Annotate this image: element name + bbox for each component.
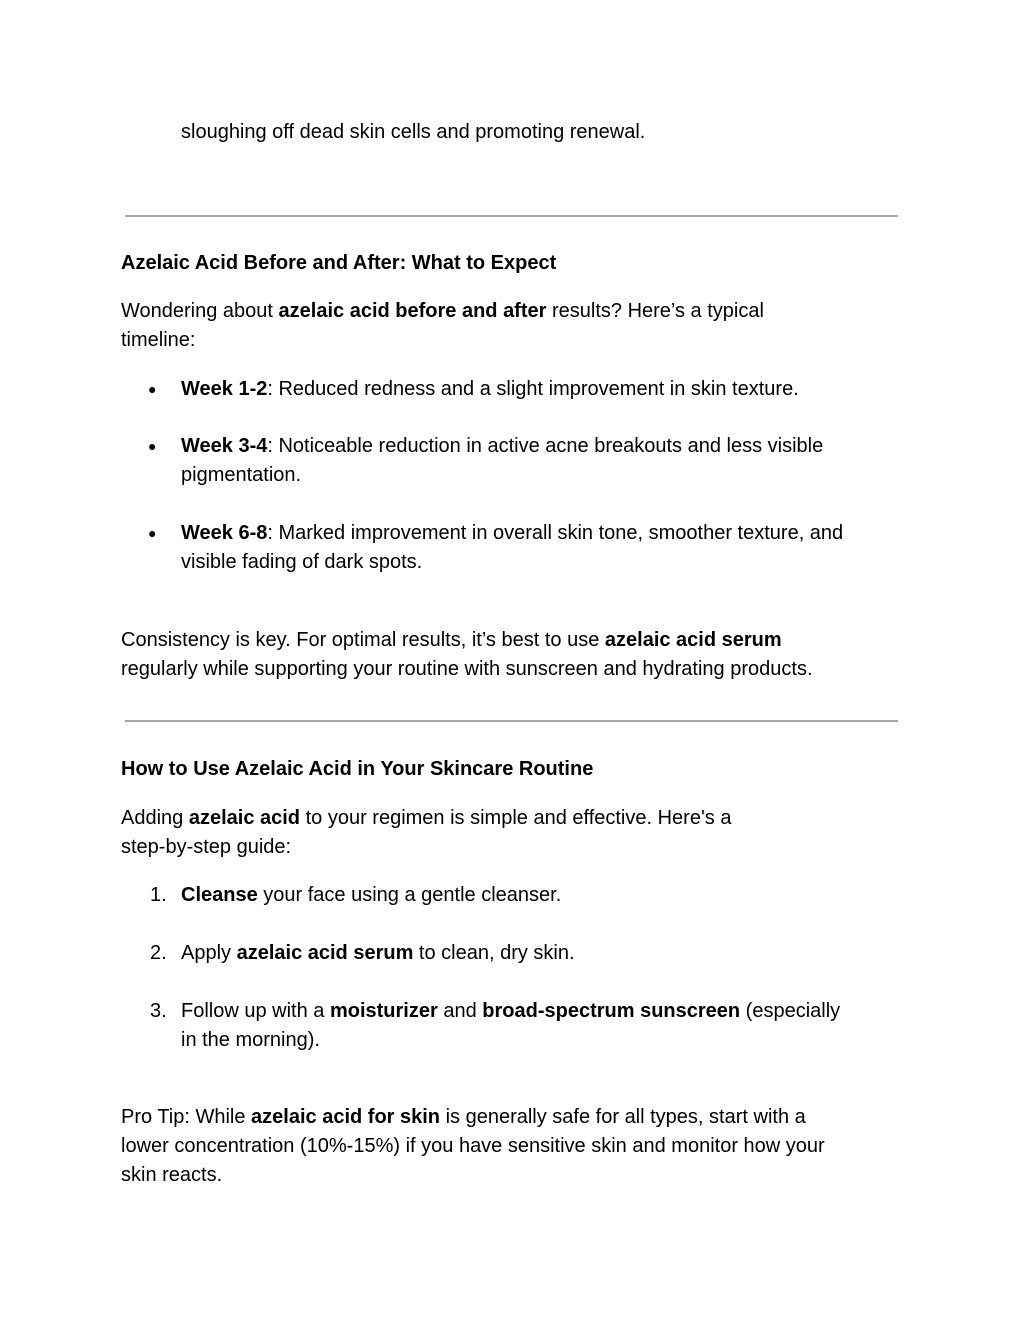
step-pre: Apply <box>181 942 237 964</box>
timeline-item-text: : Noticeable reduction in active acne breakouts and less visible <box>267 435 824 457</box>
step-pre: Follow up with a <box>181 1000 330 1022</box>
bullet-icon: ● <box>148 381 157 397</box>
section2-intro-paragraph <box>121 804 911 862</box>
pro-tip-post: is generally safe for all types, start with a <box>440 1106 806 1128</box>
timeline-item-label: Week 3-4 <box>181 435 268 457</box>
step-item-1 <box>181 881 911 910</box>
step-text: (especially <box>740 1000 841 1022</box>
intro-continuation-text: sloughing off dead skin cells and promoting renewal. <box>181 121 646 143</box>
section1-intro-line2: timeline: <box>121 329 196 351</box>
section1-closing-paragraph <box>121 626 911 684</box>
section1-closing-bold: azelaic acid serum <box>604 629 782 651</box>
bullet-icon: ● <box>148 525 157 541</box>
pro-tip-paragraph <box>121 1103 911 1190</box>
section-heading-how-to-use: How to Use Azelaic Acid in Your Skincare Routine <box>121 758 594 780</box>
timeline-item-week-6-8 <box>181 519 911 577</box>
timeline-item-text: : Marked improvement in overall skin tone, smoother texture, and <box>267 522 844 544</box>
timeline-item-week-3-4 <box>181 432 911 490</box>
timeline-item-text: : Reduced redness and a slight improvement in skin texture. <box>267 378 799 400</box>
step-bold-2: broad-spectrum sunscreen <box>482 1000 741 1022</box>
timeline-item-text-line2: pigmentation. <box>181 464 302 486</box>
section2-intro-bold: azelaic acid <box>188 807 301 829</box>
section1-closing-pre: Consistency is key. For optimal results, it’s best to use <box>121 629 605 651</box>
horizontal-rule-1 <box>125 215 898 217</box>
bullet-icon: ● <box>148 438 157 454</box>
section1-intro-bold: azelaic acid before and after <box>278 300 547 322</box>
timeline-item-label: Week 1-2 <box>181 378 268 400</box>
pro-tip-line2: lower concentration (10%-15%) if you have sensitive skin and monitor how your <box>121 1135 825 1157</box>
section1-intro-pre: Wondering about <box>121 300 279 322</box>
step-number: 2. <box>150 942 167 964</box>
step-bold: azelaic acid serum <box>236 942 414 964</box>
section1-intro-post: results? Here’s a typical <box>546 300 764 322</box>
intro-continuation <box>181 118 911 147</box>
timeline-item-week-1-2 <box>181 375 911 404</box>
timeline-item-label: Week 6-8 <box>181 522 268 544</box>
section-heading-before-after: Azelaic Acid Before and After: What to Expect <box>121 252 557 274</box>
step-bold: Cleanse <box>181 884 258 906</box>
step-item-3 <box>181 997 911 1055</box>
section2-intro-post: to your regimen is simple and effective. Here's a <box>300 807 732 829</box>
step-text: your face using a gentle cleanser. <box>257 884 562 906</box>
step-text-line2: in the morning). <box>181 1029 320 1051</box>
step-text: to clean, dry skin. <box>413 942 575 964</box>
section2-intro-line2: step-by-step guide: <box>121 836 292 858</box>
section1-closing-line2: regularly while supporting your routine with sunscreen and hydrating products. <box>121 658 813 680</box>
step-mid: and <box>437 1000 483 1022</box>
timeline-item-text-line2: visible fading of dark spots. <box>181 551 423 573</box>
step-number: 3. <box>150 1000 167 1022</box>
pro-tip-bold: azelaic acid for skin <box>251 1106 441 1128</box>
section2-intro-pre: Adding <box>121 807 189 829</box>
horizontal-rule-2 <box>125 720 898 722</box>
pro-tip-line3: skin reacts. <box>121 1164 223 1186</box>
section1-intro-paragraph <box>121 297 911 355</box>
pro-tip-pre: Pro Tip: While <box>121 1106 252 1128</box>
step-bold: moisturizer <box>329 1000 438 1022</box>
step-number: 1. <box>150 884 167 906</box>
step-item-2 <box>181 939 911 968</box>
